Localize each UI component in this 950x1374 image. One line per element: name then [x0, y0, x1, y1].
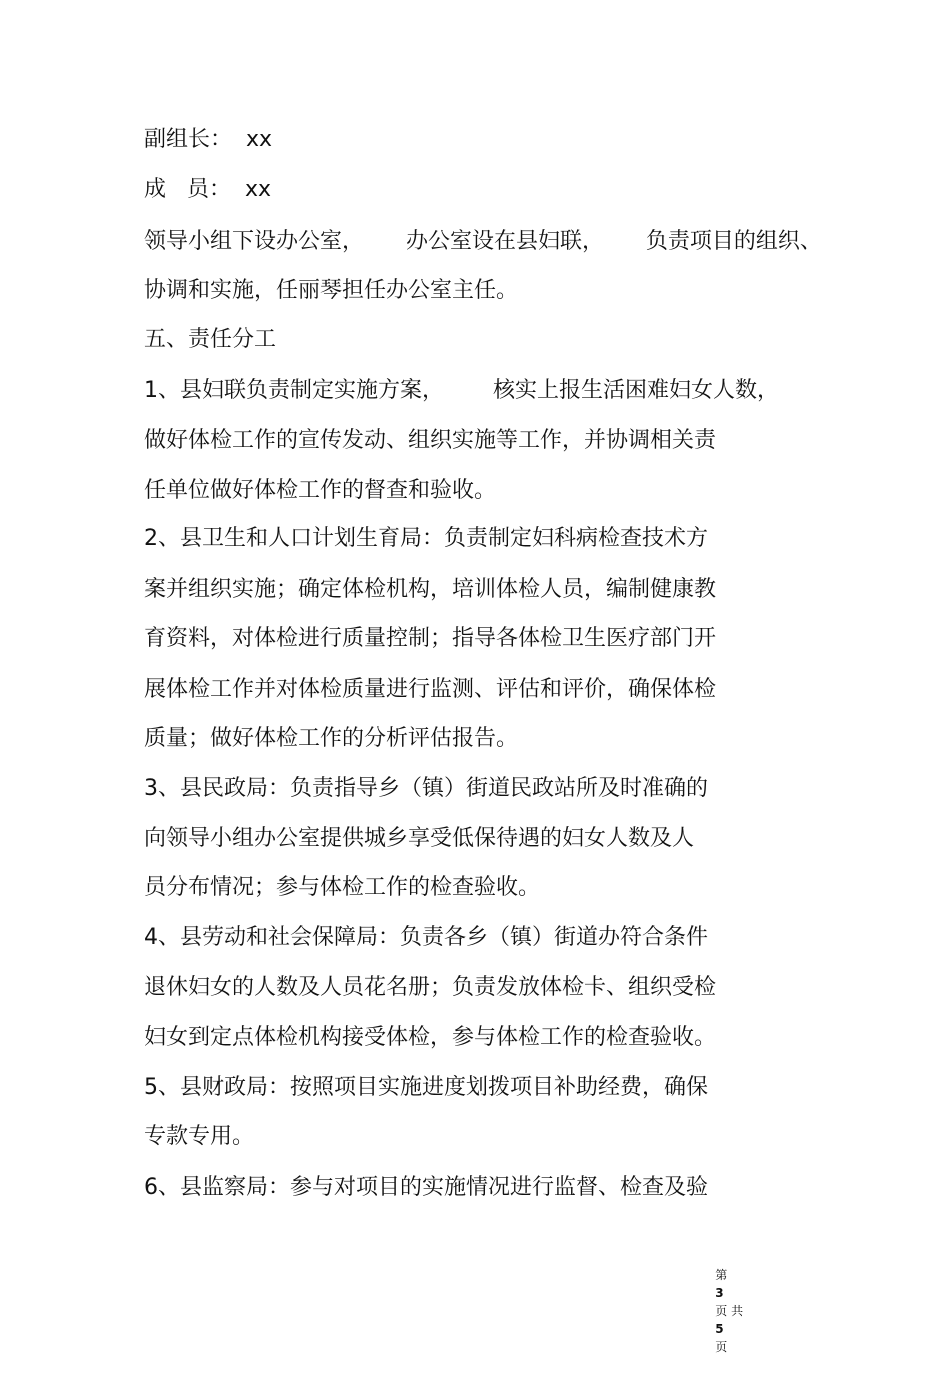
- text-line: 4、县劳动和社会保障局：负责各乡（镇）街道办符合条件: [144, 925, 708, 950]
- text-line: 案并组织实施；确定体检机构，培训体检人员，编制健康教: [144, 577, 717, 602]
- text-line: 育资料，对体检进行质量控制；指导各体检卫生医疗部门开: [144, 626, 717, 651]
- footer-middle: 页 共: [715, 1304, 744, 1318]
- text-line: 5、县财政局：按照项目实施进度划拨项目补助经费，确保: [144, 1075, 708, 1100]
- text-line: 质量；做好体检工作的分析评估报告。: [144, 726, 519, 751]
- footer-prefix: 第: [715, 1268, 728, 1282]
- text-line: 向领导小组办公室提供城乡享受低保待遇的妇女人数及人: [144, 826, 695, 851]
- text-line: 任单位做好体检工作的督查和验收。: [144, 478, 497, 503]
- footer-suffix: 页: [715, 1340, 728, 1354]
- text-line: 退休妇女的人数及人员花名册；负责发放体检卡、组织受检: [144, 975, 717, 1000]
- text-line: 专款专用。: [144, 1124, 255, 1149]
- text-line: 领导小组下设办公室， 办公室设在县妇联， 负责项目的组织、: [144, 229, 822, 254]
- text-line: 做好体检工作的宣传发动、组织实施等工作，并协调相关责: [144, 428, 717, 453]
- text-line: 展体检工作并对体检质量进行监测、评估和评价，确保体检: [144, 677, 717, 702]
- text-line: 1、县妇联负责制定实施方案， 核实上报生活困难妇女人数，: [144, 378, 779, 403]
- total-pages-number: 5: [715, 1322, 724, 1336]
- text-line: 员分布情况；参与体检工作的检查验收。: [144, 875, 541, 900]
- section-heading: 五、责任分工: [144, 327, 277, 352]
- text-line: 妇女到定点体检机构接受体检，参与体检工作的检查验收。: [144, 1025, 717, 1050]
- text-line: 2、县卫生和人口计划生育局：负责制定妇科病检查技术方: [144, 526, 708, 551]
- text-line: 副组长： xx: [144, 127, 273, 152]
- text-line: 6、县监察局：参与对项目的实施情况进行监督、检查及验: [144, 1175, 708, 1200]
- current-page-number: 3: [715, 1286, 724, 1300]
- text-line: 协调和实施，任丽琴担任办公室主任。: [144, 278, 519, 303]
- text-line: 3、县民政局：负责指导乡（镇）街道民政站所及时准确的: [144, 776, 708, 801]
- text-line: 成 员： xx: [144, 177, 272, 202]
- page-footer: [700, 1248, 743, 1374]
